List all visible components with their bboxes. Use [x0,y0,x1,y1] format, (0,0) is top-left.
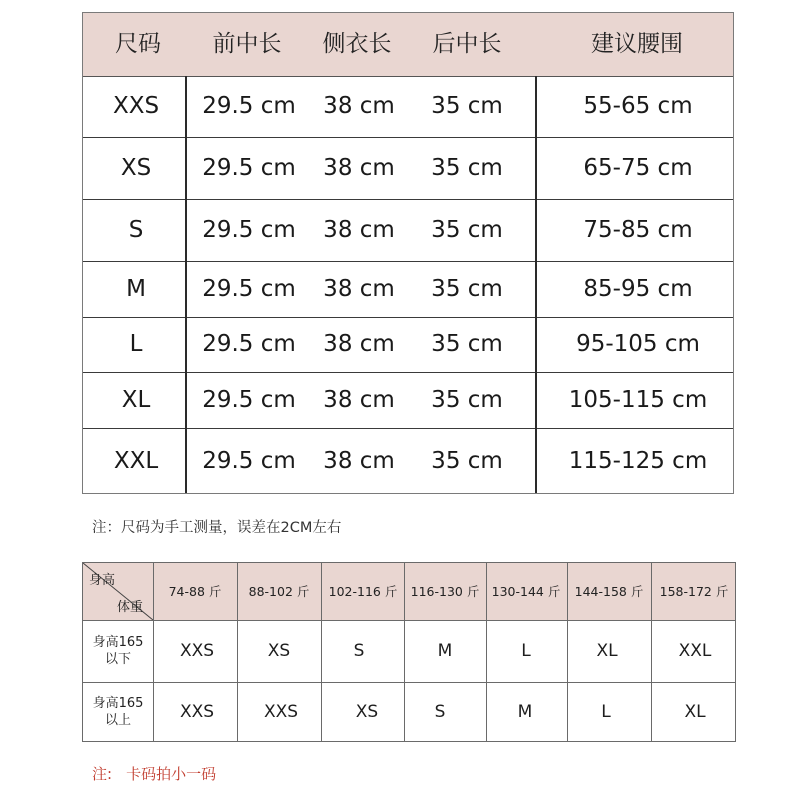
back-cell: 35 cm [431,217,503,243]
size-measurement-table [82,12,734,494]
waist-cell: 75-85 cm [583,217,693,243]
table-row [83,317,733,373]
side-cell: 38 cm [323,155,395,181]
size-cell: M [126,276,146,302]
waist-cell: 95-105 cm [576,331,700,357]
back-cell: 35 cm [431,387,503,413]
header-waist: 建议腰围 [591,31,683,57]
size-cell: XL [596,641,618,661]
size-table-header [83,13,733,77]
front-cell: 29.5 cm [202,331,296,357]
back-cell: 35 cm [431,448,503,474]
column-divider [567,563,568,741]
side-cell: 38 cm [323,331,395,357]
size-cell: L [129,331,143,357]
front-cell: 29.5 cm [202,93,296,119]
side-cell: 38 cm [323,276,395,302]
column-divider [321,563,322,741]
back-cell: 35 cm [431,155,503,181]
weight-range-header: 144-158 斤 [574,584,644,599]
header-side-length: 侧衣长 [322,31,392,57]
corner-weight-label: 体重 [117,600,144,615]
size-cell: XXS [179,641,215,661]
side-cell: 38 cm [323,93,395,119]
row-label-line: 身高165 [92,695,144,711]
row-label-line: 以下 [104,652,131,667]
size-cell: S [353,641,365,661]
side-cell: 38 cm [323,448,395,474]
table-row [83,137,733,200]
side-cell: 38 cm [323,217,395,243]
size-cell: XXL [113,448,159,474]
front-cell: 29.5 cm [202,155,296,181]
height-weight-table [82,562,736,742]
column-divider [237,563,238,741]
size-cell: XL [684,701,706,722]
waist-cell: 65-75 cm [583,155,693,181]
size-cell: XXL [678,641,712,661]
front-cell: 29.5 cm [202,448,296,474]
table-row [83,620,735,683]
front-cell: 29.5 cm [202,217,296,243]
size-cell: S [128,217,144,243]
row-label-line: 身高165 [92,635,144,650]
waist-cell: 115-125 cm [568,448,708,474]
side-cell: 38 cm [323,387,395,413]
column-divider [404,563,405,741]
waist-cell: 105-115 cm [568,387,708,413]
row-label-line: 以上 [104,712,131,728]
weight-range-header: 158-172 斤 [659,584,729,599]
size-cell: XL [121,387,151,413]
back-cell: 35 cm [431,93,503,119]
header-front-length: 前中长 [212,31,282,57]
table-row [83,76,733,138]
size-cell: L [601,701,611,722]
column-divider [535,76,537,494]
row-label [83,634,153,668]
measurement-note: 注：尺码为手工测量，误差在2CM左右 [92,520,342,536]
back-cell: 35 cm [431,331,503,357]
waist-cell: 85-95 cm [583,276,693,302]
table-row [83,428,733,494]
size-cell: S [434,701,446,722]
weight-header-row [83,563,735,621]
size-cell: M [437,641,453,661]
column-divider [651,563,652,741]
table-row [83,261,733,318]
back-cell: 35 cm [431,276,503,302]
table-row [83,372,733,429]
corner-height-label: 身高 [89,573,116,588]
table-row [83,199,733,262]
size-cell: XS [267,641,291,661]
size-cell: M [517,701,533,722]
column-divider [185,76,187,494]
weight-range-header: 74-88 斤 [168,584,222,599]
note-prefix: 注: [92,765,113,783]
weight-range-header: 116-130 斤 [410,584,480,599]
size-cell: XS [120,155,152,181]
weight-range-header: 130-144 斤 [491,584,561,599]
header-back-length: 后中长 [432,31,502,57]
header-size: 尺码 [115,31,161,57]
weight-range-header: 102-116 斤 [328,584,398,599]
size-cell: XXS [179,701,215,722]
size-cell: XXS [112,93,160,119]
size-cell: XS [355,701,379,722]
note-text: 卡码拍小一码 [126,765,217,783]
front-cell: 29.5 cm [202,276,296,302]
table-row [83,682,735,741]
waist-cell: 55-65 cm [583,93,693,119]
front-cell: 29.5 cm [202,387,296,413]
size-tip-note [92,763,216,784]
column-divider [486,563,487,741]
size-cell: XXS [263,701,299,722]
weight-range-header: 88-102 斤 [248,584,310,599]
row-label [83,695,153,729]
size-cell: L [521,641,531,661]
column-divider [153,563,154,741]
